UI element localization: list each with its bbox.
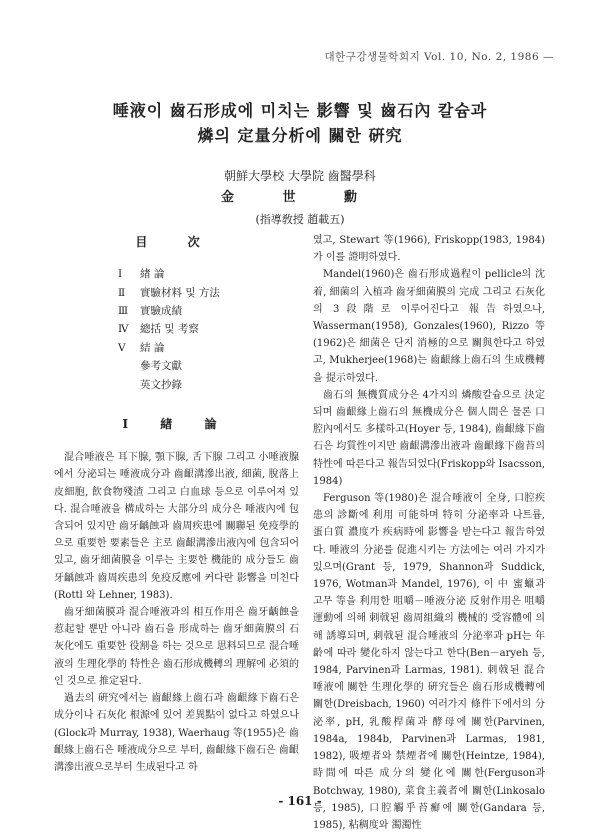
- toc-item: [118, 357, 299, 375]
- toc-label: 緖 論: [140, 268, 165, 281]
- section-heading: Ⅰ 緖 論: [122, 417, 231, 432]
- body-paragraph: 過去의 硏究에서는 齒齦緣上齒石과 齒齦緣下齒石은 成分이나 石灰化 根源에 있어 差異點이 없다고 하였으나(Glock과 Murray, 1938), Waerhaug 等(1955)은 齒齦緣上齒石은 唾液成分으로 부터, 齒齦緣下齒石은 齒齦溝滲出液으로부터 生成된다고 하: [54, 693, 299, 773]
- body-paragraph: 混合唾液은 耳下腺, 顎下腺, 舌下腺 그리고 小唾液腺에서 分泌되는 唾液成分과 齒齦溝滲出液, 細菌, 脫落上皮細胞, 飮食物殘渣 그리고 白血球 등으로 이루어져 있다. 混合唾液을 構成하는 大部分의 成分은 唾液內에 包含되어 있지만 齒牙齲蝕과 齒周疾患에 關聯된 免疫學的으로 重要한 要素들은 主로 齒齦溝滲出液內에 包含되어 있고, 齒牙細菌膜을 이루는 主要한 機能的 成分들도 齒牙齲蝕과 齒周疾患의 免疫反應에 커다란 影響을 미친다(Rottl 와 Lehner, 1983).: [54, 452, 299, 601]
- toc-label: 總括 및 考察: [140, 323, 199, 336]
- advisor: (指導敎授 趙載五): [255, 213, 345, 226]
- toc-item: [118, 376, 299, 394]
- toc-number: Ⅳ: [118, 323, 129, 336]
- body-paragraph: Ferguson 等(1980)은 混合唾液이 全身, 口腔疾患의 診斷에 利用 可能하며 特히 分泌率과 나트륨, 蛋白質 濃度가 疾病時에 影響을 받는다고 報告하였다. 唾液의 分泌를 促進시키는 方法에는 여러 가지가 있으며(Grant 등, 1979, Shannon과 Suddick, 1976, Wotman과 Mandel, 1976), 이 中 蜜蠟과 고무 等을 利用한 咀嚼－唾液分泌 反射作用은 咀嚼運動에 의해 刺戟된 齒周組織의 機械的 受容體에 의해 誘導되며, 刺戟된 混合唾液의 分泌率과 pH는 年齡에 따라 變化하지 않는다고 한다(Ben－aryeh 등, 1984, Parvinen과 Larmas, 1981). 刺戟된 混合唾液에 關한 生理化學的 硏究들은 齒石形成機轉에 關한(Dreisbach, 1960) 여러가지 條件下에서의 分泌率, pH, 乳酸桿菌과 酵母에 關한(Parvinen, 1984a, 1984b, Parvinen과 Larmas, 1981, 1982), 吸煙者와 禁煙者에 關한(Heintze, 1984), 時間에 따른 成分의 變化에 關한(Ferguson과 Botchway, 1980), 菜食主義者에 關한(Linkosalo 등, 1985), 口腔觸乎苔癬에 關한(Gandara 등, 1985), 粘稠度와 濁濁性: [313, 493, 545, 831]
- toc-item: [118, 320, 299, 338]
- toc-number: Ⅲ: [118, 305, 129, 318]
- toc-label: 實驗材料 및 方法: [140, 286, 220, 299]
- title-line-2: 燐의 定量分析에 關한 硏究: [197, 126, 403, 145]
- affiliation: 朝鮮大學校 大學院 齒醫學科: [224, 169, 376, 183]
- toc-item: [118, 339, 299, 357]
- running-head: 대한구강생물학회지 Vol. 10, No. 2, 1986 —: [324, 51, 554, 63]
- toc-number: Ⅰ: [118, 268, 123, 281]
- body-paragraph: 齒石의 無機質成分은 4가지의 燐酸칼슘으로 決定되며 齒齦緣上齒石의 無機成分은 個人間은 물론 口腔內에서도 多樣하고(Hoyer 등, 1984), 齒齦緣下齒石은 均質性이지만 齒齦溝滲出液과 齒齦緣下齒苔의 特性에 따른다고 報告되었다(Friskopp와 Isacsson, 1984): [313, 389, 545, 487]
- toc-item: [118, 284, 299, 302]
- toc-heading: 目 次: [135, 235, 218, 249]
- page-number: - 161 -: [278, 794, 322, 808]
- body-paragraph: 齒牙細菌膜과 混合唾液과의 相互作用은 齒牙齲蝕을 惹起할 뿐만 아니라 齒石을 形成하는 齒牙細菌膜의 石灰化에도 重要한 役割을 하는 것으로 思料되므로 混合唾液의 生理化學的 特性은 齒石形成機轉의 理解에 必須的인 것으로 推定된다.: [54, 607, 299, 687]
- article-title: [0, 98, 600, 148]
- author-block: [0, 165, 600, 231]
- author-name: 金 世 勳: [220, 190, 380, 205]
- toc-label: 實驗成績: [140, 305, 182, 318]
- toc-item: [118, 265, 299, 283]
- right-column: [313, 232, 545, 834]
- toc-label: 參考文獻: [140, 360, 182, 373]
- toc-number: Ⅴ: [118, 341, 126, 354]
- toc-label: 英文抄錄: [140, 378, 182, 391]
- title-line-1: 唾液이 齒石形成에 미치는 影響 및 齒石內 칼슘과: [112, 101, 488, 120]
- toc-number: Ⅱ: [118, 286, 126, 299]
- table-of-contents: [118, 265, 299, 394]
- body-paragraph: 였고, Stewart 等(1966), Friskopp(1983, 1984)가 이를 證明하였다.: [313, 235, 545, 264]
- toc-item: [118, 302, 299, 320]
- left-column: [54, 232, 299, 776]
- body-paragraph: Mandel(1960)은 齒石形成過程이 pellicle의 沈着, 細菌의 入植과 齒牙細菌膜의 完成 그리고 石灰化의 3段階로 이루어진다고 報告하였으나, Wasserman(1958), Gonzales(1960), Rizzo 等(1962)은 細菌은 단지 消極的으로 關與한다고 하였고, Mukherjee(1968)는 齒齦緣上齒石의 生成機轉을 提示하였다.: [313, 269, 545, 384]
- toc-label: 結 論: [140, 341, 165, 354]
